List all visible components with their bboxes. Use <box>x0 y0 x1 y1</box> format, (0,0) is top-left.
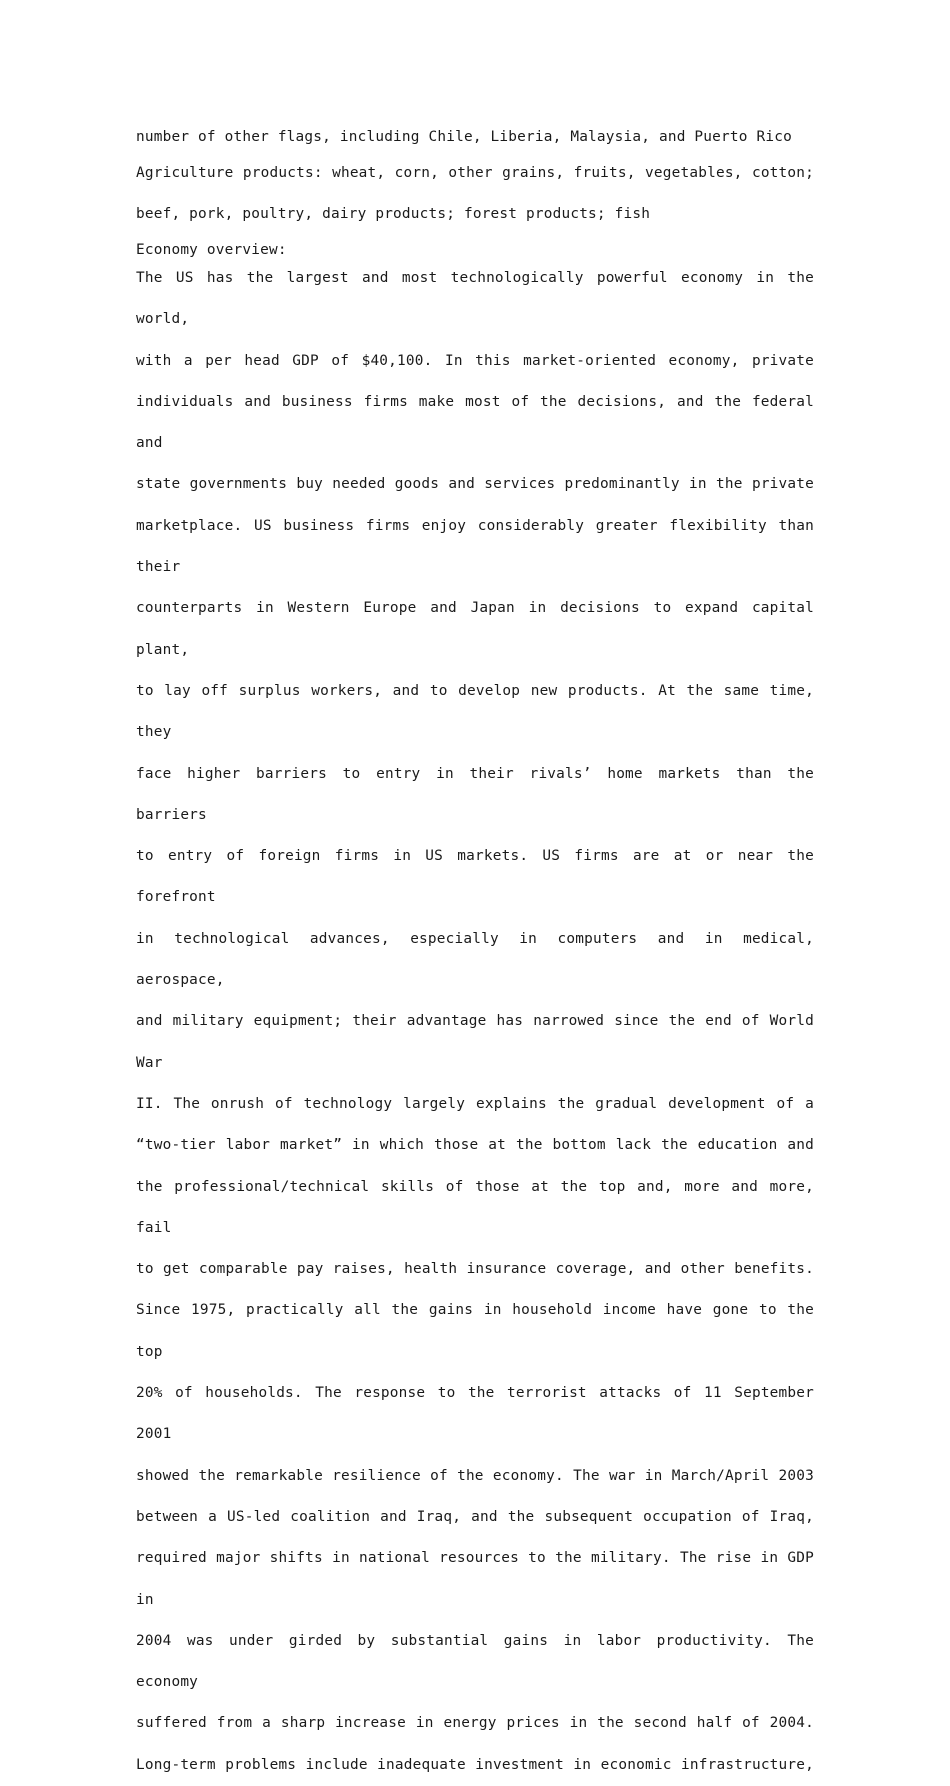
paragraph-line: The US has the largest and most technologically powerful economy in the world, <box>136 270 814 328</box>
paragraph-line: II. The onrush of technology largely explains the gradual development of a <box>136 1095 814 1112</box>
paragraph-line: “two-tier labor market” in which those at the bottom lack the education and <box>136 1137 814 1154</box>
paragraph-line: with a per head GDP of $40,100. In this market-oriented economy, private <box>136 352 814 369</box>
paragraph-line: the professional/technical skills of those at the top and, more and more, fail <box>136 1178 814 1236</box>
paragraph-line: 20% of households. The response to the terrorist attacks of 11 September 2001 <box>136 1385 814 1443</box>
intro-line-flags: number of other flags, including Chile, Liberia, Malaysia, and Puerto Rico <box>136 129 792 145</box>
paragraph-line: showed the remarkable resilience of the economy. The war in March/April 2003 <box>136 1467 814 1484</box>
paragraph-line: Since 1975, practically all the gains in household income have gone to the top <box>136 1302 814 1360</box>
paragraph-line: marketplace. US business firms enjoy considerably greater flexibility than their <box>136 517 814 576</box>
intro-line-agriculture-1: Agriculture products: wheat, corn, other grains, fruits, vegetables, cotton; <box>136 165 814 181</box>
paragraph-line: required major shifts in national resources to the military. The rise in GDP in <box>136 1550 814 1608</box>
paragraph-line: counterparts in Western Europe and Japan in decisions to expand capital plant, <box>136 600 814 658</box>
paragraph-line: between a US-led coalition and Iraq, and the subsequent occupation of Iraq, <box>136 1508 814 1525</box>
paragraph-line: to get comparable pay raises, health insurance coverage, and other benefits. <box>136 1261 814 1278</box>
economy-overview-paragraph <box>136 258 814 1786</box>
paragraph-line: Long-term problems include inadequate investment in economic infrastructure, <box>136 1756 814 1773</box>
document-body <box>136 124 814 1786</box>
paragraph-line: to lay off surplus workers, and to develop new products. At the same time, they <box>136 682 814 741</box>
paragraph-line: 2004 was under girded by substantial gains in labor productivity. The economy <box>136 1632 814 1691</box>
paragraph-line: to entry of foreign firms in US markets. US firms are at or near the forefront <box>136 848 814 906</box>
paragraph-line: individuals and business firms make most of the decisions, and the federal and <box>136 393 814 452</box>
paragraph-line: state governments buy needed goods and services predominantly in the private <box>136 476 814 493</box>
paragraph-line: suffered from a sharp increase in energy prices in the second half of 2004. <box>136 1715 814 1732</box>
paragraph-line: and military equipment; their advantage has narrowed since the end of World War <box>136 1013 814 1071</box>
intro-line-agriculture-2: beef, pork, poultry, dairy products; forest products; fish <box>136 206 651 222</box>
paragraph-line: face higher barriers to entry in their rivals’ home markets than the barriers <box>136 765 814 823</box>
section-heading-economy-overview: Economy overview: <box>136 242 287 258</box>
paragraph-line: in technological advances, especially in computers and in medical, aerospace, <box>136 930 814 989</box>
